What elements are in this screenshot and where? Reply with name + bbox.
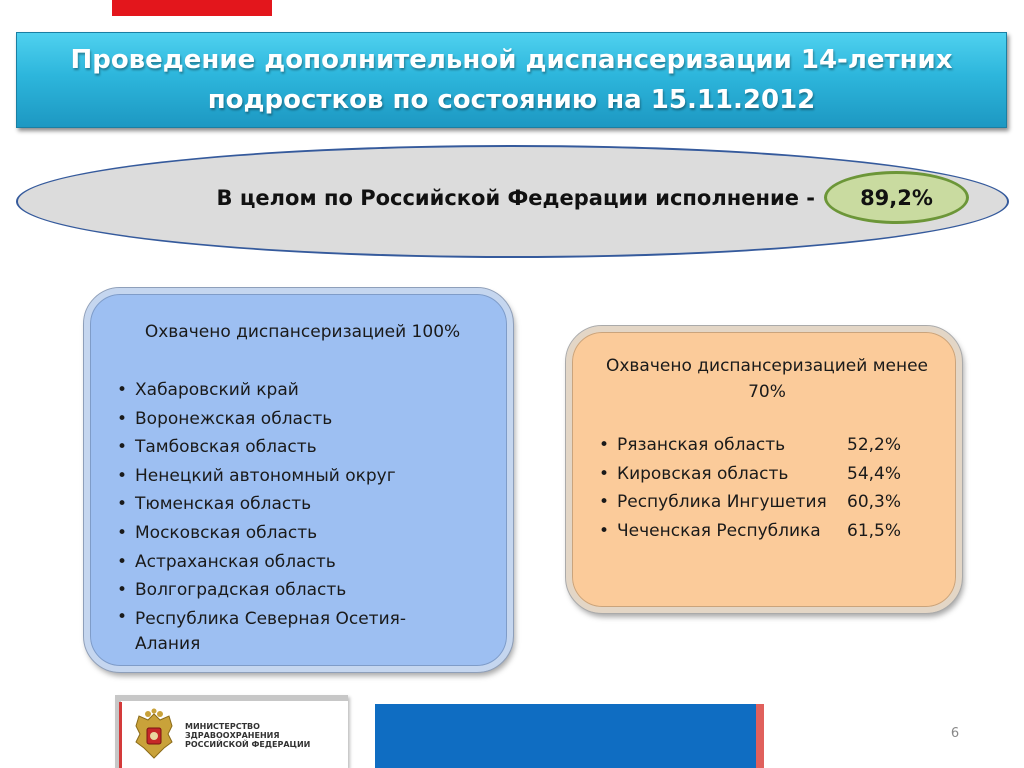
coat-of-arms-icon [130,708,178,760]
full-coverage-list [116,376,446,657]
list-item: • Волгоградская область [116,576,446,605]
low-coverage-card [566,326,962,613]
region-name: • Чеченская Республика [617,520,821,541]
list-item [598,431,928,460]
region-name: • Республика Ингушетия [617,492,827,513]
ministry-line: МИНИСТЕРСТВО [185,722,260,731]
footer-red-edge [756,704,764,768]
ministry-line: ЗДРАВООХРАНЕНИЯ [185,731,280,740]
list-item: • Астраханская область [116,548,446,577]
list-item: • Республика Северная Осетия-Алания [116,605,446,657]
footer-red-line [119,702,122,768]
low-coverage-list [598,431,928,545]
list-item: • Тюменская область [116,490,446,519]
region-percent: 60,3% [847,492,902,513]
list-item: • Воронежская область [116,405,446,434]
list-item [598,460,928,489]
footer-blue-block [375,704,756,768]
region-percent: 52,2% [847,435,902,455]
list-item [598,517,928,546]
ministry-line: РОССИЙСКОЙ ФЕДЕРАЦИИ [185,740,311,749]
list-item: • Тамбовская область [116,433,446,462]
top-red-bar [112,0,272,16]
list-item: • Ненецкий автономный округ [116,462,446,491]
region-name: • Кировская область [617,463,789,484]
low-coverage-title: Охвачено диспансеризацией менее 70% [605,356,929,402]
page-title: Проведение дополнительной диспансеризации 14-летних подростков по состоянию на 15.11.2012 [70,45,953,115]
full-coverage-card [84,288,513,672]
region-percent: 54,4% [847,463,902,484]
region-percent: 61,5% [847,520,902,541]
title-banner [16,32,1007,128]
region-name: • Рязанская область [617,435,786,455]
page-number: 6 [950,726,960,741]
list-item: • Хабаровский край [116,376,446,405]
list-item [598,488,928,517]
overall-percent-badge: 89,2% [824,171,969,224]
ministry-name [185,722,335,749]
full-coverage-title: Охвачено диспансеризацией 100% [144,322,461,342]
list-item: • Московская область [116,519,446,548]
summary-text: В целом по Российской Федерации исполнение - [216,186,815,210]
